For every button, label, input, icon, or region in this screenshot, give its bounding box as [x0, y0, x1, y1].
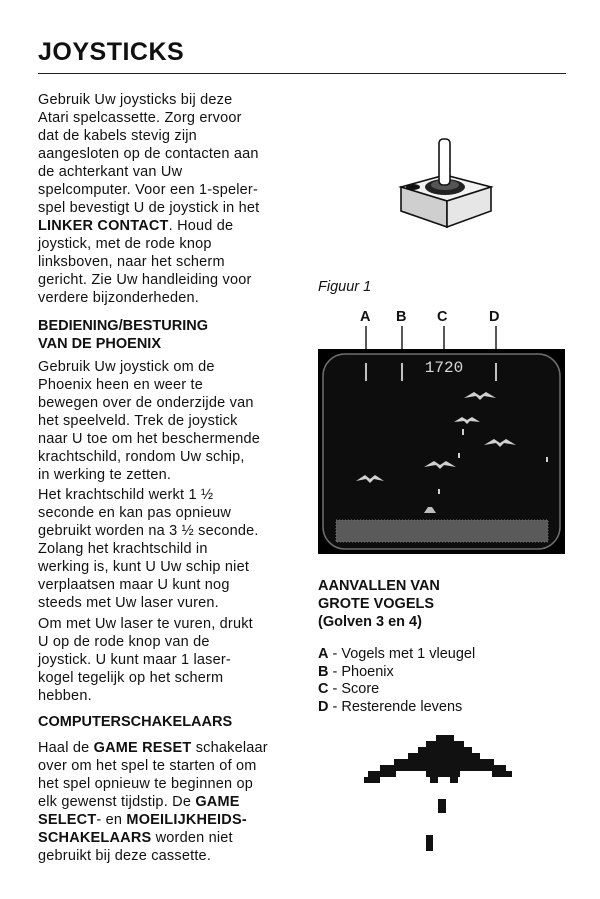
- intro-paragraph: [38, 91, 259, 307]
- section-heading-controls: BEDIENING/BESTURING VAN DE PHOENIX: [38, 318, 208, 352]
- big-bird-illustration: [364, 735, 514, 855]
- section-heading-switches: COMPUTERSCHAKELAARS: [38, 714, 233, 730]
- switch-text: Haal de: [38, 740, 94, 756]
- figure-caption: Figuur 1: [318, 279, 372, 295]
- score-display: 1720: [424, 359, 464, 377]
- controls-paragraph-1: Gebruik Uw joystick om de Phoenix heen en weer te bewegen over de onderzijde van het speelveld. Trek de joystick naar U toe om het beschermende krachtschild, rondom Uw schip, in werking te zetten.: [38, 359, 261, 483]
- game-screenshot: [318, 349, 565, 554]
- figure-letter-a: A: [360, 309, 371, 325]
- legend-item-c: C - Score: [318, 681, 380, 697]
- switches-paragraph: [38, 739, 268, 865]
- attack-heading: AANVALLEN VAN GROTE VOGELS (Golven 3 en 4): [318, 578, 440, 630]
- controls-paragraph-2: Het krachtschild werkt 1 ½ seconde en kan pas opnieuw gebruikt worden na 3 ½ seconde. Zolang het krachtschild in werking is, kunt U Uw schip niet verplaatsen maar U kunt nog steeds met Uw laser vuren.: [38, 487, 259, 611]
- controls-paragraph-3: Om met Uw laser te vuren, drukt U op de rode knop van de joystick. U kunt maar 1 laser- kogel tegelijk op het scherm hebben.: [38, 616, 253, 704]
- figure-letter-b: B: [396, 309, 407, 325]
- switch-name-bold: MOEILIJKHEIDS- SCHAKELAARS: [38, 812, 247, 846]
- figure-letter-d: D: [489, 309, 500, 325]
- intro-text-start: Gebruik Uw joysticks bij deze Atari spelcassette. Zorg ervoor dat de kabels stevig zijn aangesloten op de contacten aan de achterkant van Uw spelcomputer. Voor een 1-speler- spel bevestigt U de joystick in het: [38, 92, 260, 216]
- figure-letter-c: C: [437, 309, 448, 325]
- switch-text: - en: [96, 812, 127, 828]
- switch-name-bold: GAME RESET: [93, 740, 192, 756]
- joystick-illustration: [395, 135, 497, 233]
- intro-bold-port: LINKER CONTACT: [38, 218, 169, 234]
- legend-item-d: D - Resterende levens: [318, 698, 463, 715]
- switch-text: worden niet gebruikt bij deze cassette.: [38, 830, 233, 864]
- figure-legend: [318, 646, 475, 716]
- title-divider: [38, 73, 566, 74]
- intro-text-end: . Houd de joystick, met de rode knop linksboven, naar het scherm gericht. Zie Uw handleiding voor verdere bijzonderheden.: [38, 218, 252, 306]
- page-title: JOYSTICKS: [38, 38, 185, 66]
- switch-text: schakelaar over om het spel te starten of om het spel opnieuw te beginnen op elk gewenst tijdstip. De: [38, 740, 268, 810]
- legend-item-b: B - Phoenix: [318, 663, 394, 680]
- legend-item-a: A - Vogels met 1 vleugel: [318, 646, 476, 662]
- switch-name-bold: GAME SELECT: [38, 794, 240, 828]
